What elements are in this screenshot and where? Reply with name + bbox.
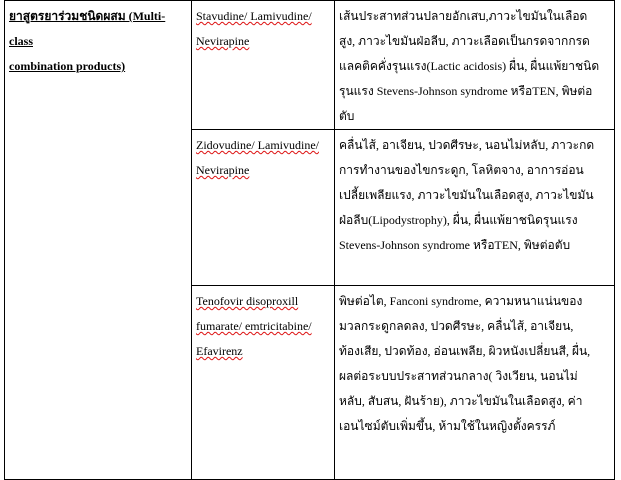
side-effect-line: ฝ่อลีบ(Lipodystrophy), ผื่น, ผื่นแพ้ยาชนิดรุนแรง bbox=[339, 213, 578, 227]
category-label-line-2: combination products) bbox=[9, 59, 126, 73]
table-row bbox=[5, 1, 615, 130]
drug-name-line: fumarate/ emtricitabine/ bbox=[196, 319, 312, 333]
side-effect-line: สูง, ภาวะไขมันฝ่อลีบ, ภาวะเลือดเป็นกรดจากกรด bbox=[339, 34, 590, 48]
side-effect-line: เอนไซม์ตับเพิ่มขึ้น, ห้ามใช้ในหญิงตั้งครรภ์ bbox=[339, 419, 556, 433]
side-effect-line: มวลกระดูกลดลง, ปวดศีรษะ, คลื่นไส้, อาเจียน, bbox=[339, 319, 574, 333]
drug-name-line: Efavirenz bbox=[196, 344, 243, 358]
side-effect-line: เปลี้ยเพลียแรง, ภาวะไขมันในเลือดสูง, ภาวะไขมัน bbox=[339, 188, 594, 202]
drug-name-line: Tenofovir disoproxill bbox=[196, 294, 299, 308]
side-effects-cell bbox=[335, 130, 615, 286]
side-effect-line: การทำงานของไขกระดูก, โลหิตจาง, อาการอ่อน bbox=[339, 163, 584, 177]
side-effect-line: หลับ, สับสน, ฝันร้าย), ภาวะไขมันในเลือดสูง, ค่า bbox=[339, 394, 583, 408]
side-effect-line: Stevens-Johnson syndrome หรือTEN, พิษต่อตับ bbox=[339, 238, 571, 252]
drug-name-line: Nevirapine bbox=[196, 34, 250, 48]
side-effect-line: ผลต่อระบบประสาทส่วนกลาง( วิงเวียน, นอนไม่ bbox=[339, 369, 578, 383]
side-effects-cell bbox=[335, 286, 615, 480]
side-effect-line: คลื่นไส้, อาเจียน, ปวดศีรษะ, นอนไม่หลับ, ภาวะกด bbox=[339, 138, 595, 152]
side-effect-line: ตับ bbox=[339, 109, 355, 123]
side-effect-line: พิษต่อไต, Fanconi syndrome, ความหนาแน่นของ bbox=[339, 294, 583, 308]
side-effect-line: แลคติคคั่งรุนแรง(Lactic acidosis) ผื่น, ผื่นแพ้ยาชนิด bbox=[339, 59, 600, 73]
side-effect-line: ท้องเสีย, ปวดท้อง, อ่อนเพลีย, ผิวหนังเปลี่ยนสี, ผื่น, bbox=[339, 344, 591, 358]
category-label-line-1: ยาสูตรยาร่วมชนิดผสม (Multi-class bbox=[9, 9, 166, 48]
drug-name-cell bbox=[192, 130, 335, 286]
side-effect-line: รุนแรง Stevens-Johnson syndrome หรือTEN, พิษต่อ bbox=[339, 84, 593, 98]
drug-name-cell bbox=[192, 286, 335, 480]
drug-name-line: Nevirapine bbox=[196, 163, 250, 177]
drug-name-line: Zidovudine/ Lamivudine/ bbox=[196, 138, 319, 152]
drug-name-cell bbox=[192, 1, 335, 130]
side-effects-cell bbox=[335, 1, 615, 130]
category-cell bbox=[5, 1, 192, 480]
drug-name-line: Stavudine/ Lamivudine/ bbox=[196, 9, 312, 23]
side-effect-line: เส้นประสาทส่วนปลายอักเสบ,ภาวะไขมันในเลือด bbox=[339, 9, 588, 23]
drug-side-effects-table bbox=[4, 0, 615, 480]
